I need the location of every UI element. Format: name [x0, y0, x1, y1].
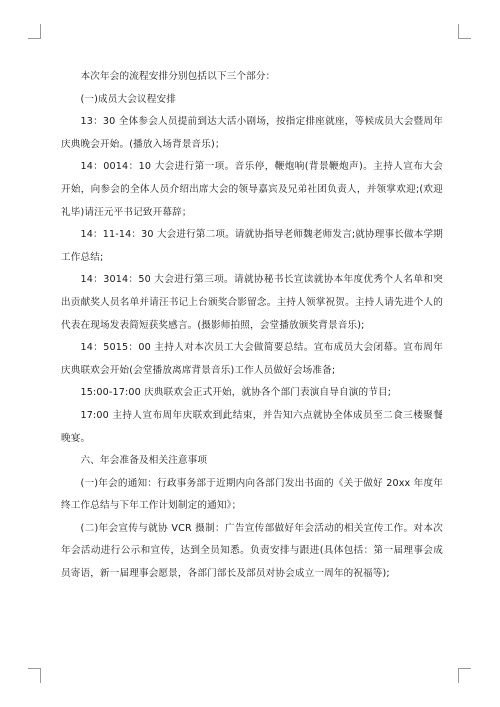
- paragraph-1400: 14：0014：10 大会进行第一项。音乐停，鞭炮响(背景鞭炮声)。主持人宣布大会开始，向参会的全体人员介绍出席大会的领导嘉宾及兄弟社团负责人，并领掌欢迎;(欢迎礼毕)请汪元平书记致开幕辞；: [61, 161, 443, 218]
- crop-mark-bottom-left: [28, 668, 41, 683]
- paragraph-intro: 本次年会的流程安排分别包括以下三个部分：: [80, 71, 276, 82]
- section-heading-preparation: 六、年会准备及相关注意事项: [80, 455, 208, 467]
- paragraph-1411: 14：11-14：30 大会进行第二项。请就协指导老师魏老师发言;就协理事长做本学期工作总结;: [61, 229, 443, 263]
- crop-mark-top-left: [28, 24, 41, 39]
- crop-mark-top-right: [458, 24, 471, 39]
- paragraph-1450: 14：5015：00 主持人对本次员工大会做简要总结。宣布成员大会闭幕。宣布周年庆典联欢会开始(会堂播放离席背景音乐)工作人员做好会场准备;: [61, 342, 443, 376]
- paragraph-notice: (一)年会的通知：行政事务部于近期内向各部门发出书面的《关于做好 20xx 年度年终工作总结与下年工作计划制定的通知》；: [61, 477, 443, 512]
- paragraph-1700: 17:00 主持人宣布周年庆联欢到此结束，并告知六点就协全体成员至二食三楼聚餐晚宴。: [61, 409, 443, 444]
- paragraph-publicity: (二)年会宣传与就协 VCR 摄制：广告宣传部做好年会活动的相关宣传工作。对本次年会活动进行公示和宣传，达到全员知悉。负责安排与跟进(具体包括：第一届理事会成员寄语，新一届理事会愿景，各部门部长及部员对协会成立一周年的祝福等);: [61, 522, 443, 580]
- crop-mark-bottom-right: [458, 668, 471, 683]
- document-body: [61, 66, 443, 586]
- paragraph-1500: 15:00-17:00 庆典联欢会正式开始，就协各个部门表演自导自演的节目;: [80, 387, 392, 399]
- section-heading-agenda: (一)成员大会议程安排: [80, 93, 176, 105]
- paragraph-1430: 14：3014：50 大会进行第三项。请就协秘书长宣读就协本年度优秀个人名单和突出贡献奖人员名单并请汪书记上台颁奖合影留念。主持人领掌祝贺。主持人请先进个人的代表在现场发表简短获奖感言。(摄影师拍照，会堂播放颁奖背景音乐);: [61, 274, 443, 331]
- paragraph-1330: 13：30 全体参会人员提前到达大活小剧场，按指定排座就座，等候成员大会暨周年庆典晚会开始。(播放入场背景音乐)；: [61, 116, 443, 150]
